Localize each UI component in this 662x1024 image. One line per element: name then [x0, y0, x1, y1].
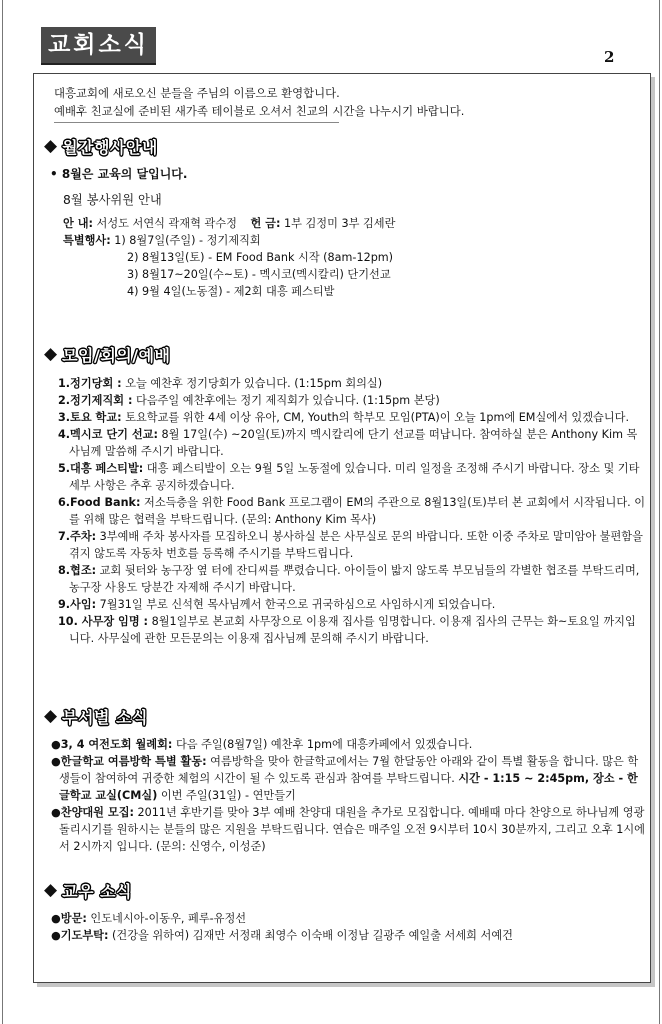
list-item: ●3, 4 여전도회 월례회: 다음 주일(8월7일) 예찬후 1pm에 대흥카페에서 있겠습니다. [51, 738, 473, 751]
departments-list [51, 736, 646, 855]
section-heading-departments [44, 704, 148, 728]
diamond-icon: ◆ [44, 135, 58, 156]
monthly-events-block [50, 166, 640, 300]
list-item: 10. 사무장 임명 : 8월1일부로 본교회 사무장으로 이용재 집사를 임명합니다. 이용재 집사의 근무는 화~토요일 까지입니다. 사무실에 관한 모든문의는 이용재 집사님께 문의해 주시기 바랍니다. [58, 615, 636, 645]
diamond-icon: ◆ [44, 343, 58, 364]
section-heading-monthly [44, 134, 158, 158]
diamond-icon: ◆ [44, 879, 58, 900]
diamond-icon: ◆ [44, 705, 58, 726]
list-item: ●방문: 인도네시아-이동우, 페루-유정선 [51, 912, 247, 925]
welcome-line-2: 예배후 친교실에 준비된 새가족 테이블로 오셔서 친교의 시간을 나누시기 바랍니다. [54, 104, 465, 118]
list-item: ●한글학교 여름방학 특별 활동: 여름방학을 맞아 한글학교에서는 7월 한달동안 아래와 같이 특별 활동을 합니다. 많은 학생들이 참여하여 귀중한 체험의 시간이 될 수 있도록 관심과 참여를 부탁드립니다. 시간 - 1:15 ~ 2:45pm, 장소 - 한글학교 교실(CM실) 이번 주일(31일) - 연만들기 [51, 755, 639, 802]
page-border-left [2, 0, 3, 1024]
list-item: ●찬양대원 모집: 2011년 후반기를 맞아 3부 예배 찬양대 대원을 추가로 모집합니다. 예배때 마다 찬양으로 하나님께 영광 돌리시기를 원하시는 분들의 많은 지원을 부탁드립니다. 연습은 매주일 오전 9시부터 10시 30분까지, 그리고 오후 1시에서 2시까지 입니다. (문의: 신영수, 이성준) [51, 806, 645, 853]
welcome-intro [54, 84, 464, 120]
list-item: 8.협조: 교회 뒷터와 농구장 옆 터에 잔디씨를 뿌렸습니다. 아이들이 밟지 않도록 부모님들의 각별한 협조를 부탁드리며, 농구장 사용도 당분간 자제해 주시기 바랍니다. [58, 564, 640, 594]
list-item: 3.토요 학교: 토요학교를 위한 4세 이상 유아, CM, Youth의 학부모 모임(PTA)이 오늘 1pm에 EM실에서 있겠습니다. [58, 411, 630, 424]
welcome-line-1: 대흥교회에 새로오신 분들을 주님의 이름으로 환영합니다. [54, 86, 340, 100]
section-heading-friends [44, 878, 132, 902]
list-item: 1.정기당회 : 오늘 예찬후 정기당회가 있습니다. (1:15pm 회의실) [58, 377, 383, 390]
special-event: 4) 9월 4일(노동절) - 제2회 대흥 페스티발 [127, 285, 335, 298]
list-item: 2.정기제직회 : 다음주일 예찬후에는 정기 제직회가 있습니다. (1:15pm 본당) [58, 394, 440, 407]
section-title: 월간행사안내 [62, 137, 158, 157]
list-item: 9.사임: 7월31일 부로 신석현 목사님께서 한국으로 귀국하심으로 사임하시게 되었습니다. [58, 598, 496, 611]
list-item: 6.Food Bank: 저소득층을 위한 Food Bank 프로그램이 EM의 주관으로 8월13일(토)부터 본 교회에서 시작됩니다. 이를 위해 많은 협력을 부탁드립니다. (문의: Anthony Kim 목사) [58, 496, 646, 526]
page-border-right [659, 0, 660, 1024]
bulletin-content-box [33, 73, 651, 983]
section-title: 모임/회의/예배 [62, 345, 171, 365]
section-title: 부서별 소식 [62, 707, 148, 727]
special-event: 3) 8월17~20일(수~토) - 멕시코(멕시칼리) 단기선교 [127, 268, 391, 281]
monthly-bullet: • 8월은 교육의 달입니다. [50, 167, 188, 181]
list-item: 5.대흥 페스티발: 대흥 페스티발이 오는 9월 5일 노동절에 있습니다. 미리 일정을 조정해 주시기 바랍니다. 장소 및 기타 세부 사항은 추후 공지하겠습니다. [58, 462, 640, 492]
volunteers-row: 안 내: 서성도 서연식 곽재혁 곽수정 헌 금: 1부 김정미 3부 김세란 [63, 217, 396, 230]
special-event: 1) 8월7일(주일) - 정기제직회 [114, 234, 261, 247]
special-event: 2) 8월13일(토) - EM Food Bank 시작 (8am-12pm) [127, 251, 394, 264]
list-item: 7.주차: 3부예배 주차 봉사자를 모집하오니 봉사하실 분은 사무실로 문의 바랍니다. 또한 이중 주차로 말미암아 불편함을 겪지 않도록 자동차 번호를 등록해 주시기를 부탁드립니다. [58, 530, 643, 560]
section-title: 교우 소식 [62, 881, 132, 901]
list-item: 4.멕시코 단기 선교: 8월 17일(수) ~20일(토)까지 멕시칼리에 단기 선교를 떠납니다. 참여하실 분은 Anthony Kim 목사님께 말씀해 주시기 바랍니다. [58, 428, 638, 458]
list-item: ●기도부탁: (건강을 위하여) 김재만 서정래 최영수 이숙배 이정남 길광주 예일출 서세희 서예건 [51, 929, 513, 942]
meetings-list [58, 375, 646, 647]
section-heading-meetings [44, 342, 171, 366]
page-number: 2 [604, 48, 615, 66]
volunteers-subtitle: 8월 봉사위원 안내 [63, 193, 162, 207]
intro-divider [54, 122, 339, 123]
special-events-row: 특별행사: 1) 8월7일(주일) - 정기제직회 [63, 234, 261, 247]
friends-list [51, 910, 646, 944]
masthead-title: 교회소식 [41, 27, 156, 65]
